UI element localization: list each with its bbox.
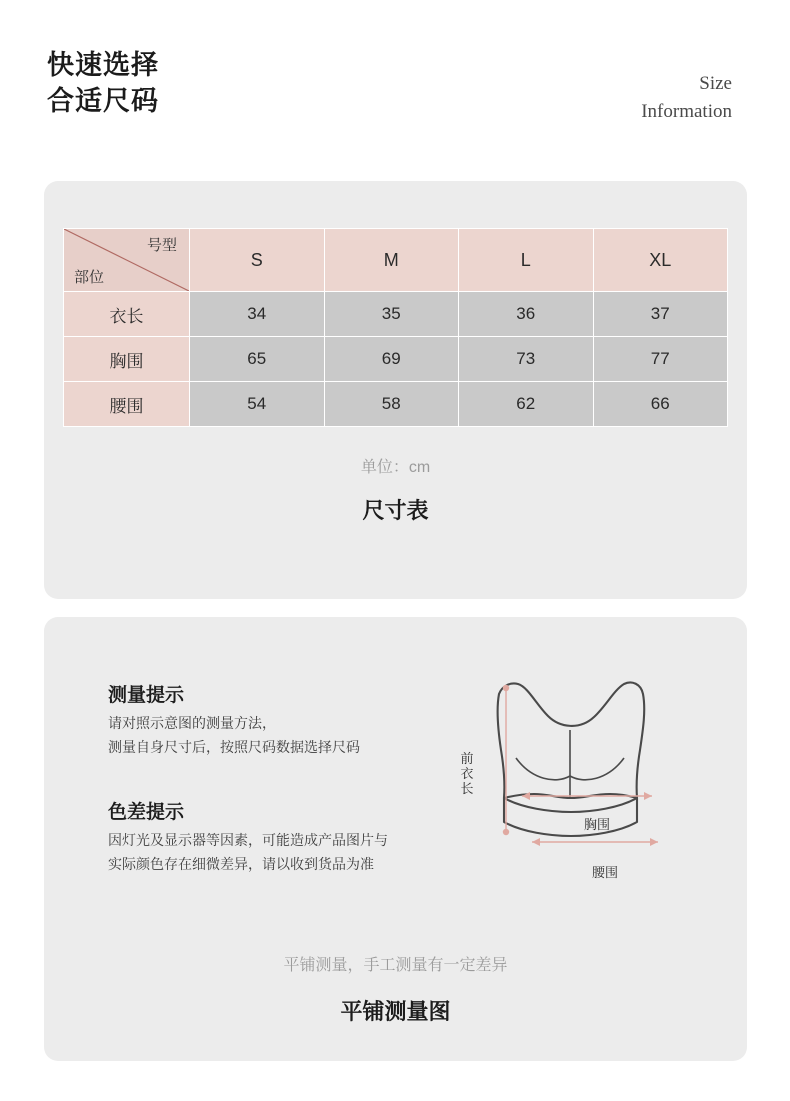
cell-bust-m: 69 xyxy=(324,337,459,382)
table-row xyxy=(64,337,728,382)
measure-tip-body xyxy=(108,712,438,760)
cell-length-s: 34 xyxy=(190,292,325,337)
page-title-line-1: 快速选择 xyxy=(47,50,159,80)
cell-length-m: 35 xyxy=(324,292,459,337)
diagram-label-waist: 腰围 xyxy=(592,865,619,880)
measurement-panel xyxy=(44,617,747,1061)
cell-length-xl: 37 xyxy=(593,292,728,337)
cell-length-l: 36 xyxy=(459,292,594,337)
measurement-caption: 平铺测量图 xyxy=(340,999,451,1024)
sports-bra-icon xyxy=(444,672,724,892)
column-header-l: L xyxy=(459,229,594,292)
column-header-m: M xyxy=(324,229,459,292)
column-header-s: S xyxy=(190,229,325,292)
measure-tip-heading: 测量提示 xyxy=(108,685,185,706)
garment-diagram xyxy=(444,672,724,892)
table-row xyxy=(64,382,728,427)
table-corner-cell xyxy=(64,229,190,292)
measure-tip-line-2: 测量自身尺寸后，按照尺码数据选择尺码 xyxy=(108,738,360,755)
unit-note: 单位：cm xyxy=(360,459,431,476)
row-label-waist: 腰围 xyxy=(64,382,190,427)
color-tip-line-2: 实际颜色存在细微差异，请以收到货品为准 xyxy=(108,855,374,872)
diagram-label-bust: 胸围 xyxy=(584,817,611,832)
row-label-length: 衣长 xyxy=(64,292,190,337)
cell-bust-s: 65 xyxy=(190,337,325,382)
page-subtitle-line-2: Information xyxy=(641,100,732,122)
corner-label-size: 号型 xyxy=(146,237,177,254)
cell-bust-xl: 77 xyxy=(593,337,728,382)
color-tip-line-1: 因灯光及显示器等因素，可能造成产品图片与 xyxy=(108,832,388,848)
size-table-caption: 尺寸表 xyxy=(362,498,429,523)
page-subtitle xyxy=(641,70,732,125)
cell-bust-l: 73 xyxy=(459,337,594,382)
color-tip-body xyxy=(108,829,448,877)
cell-waist-s: 54 xyxy=(190,382,325,427)
corner-diagonal xyxy=(64,229,189,291)
measure-tip-line-1: 请对照示意图的测量方法， xyxy=(108,715,276,731)
table-header-row xyxy=(64,229,728,292)
size-table-panel xyxy=(44,181,747,599)
page-header xyxy=(0,0,790,180)
cell-waist-xl: 66 xyxy=(593,382,728,427)
cell-waist-m: 58 xyxy=(324,382,459,427)
size-table xyxy=(63,228,728,427)
cell-waist-l: 62 xyxy=(459,382,594,427)
diagram-label-front-length: 前衣长 xyxy=(460,751,474,796)
row-label-bust: 胸围 xyxy=(64,337,190,382)
page-title xyxy=(47,48,159,119)
color-tip-heading: 色差提示 xyxy=(108,802,185,823)
corner-label-part: 部位 xyxy=(74,269,105,286)
column-header-xl: XL xyxy=(593,229,728,292)
measurement-note: 平铺测量，手工测量有一定差异 xyxy=(283,957,508,974)
page-subtitle-line-1: Size xyxy=(699,73,732,94)
page-title-line-2: 合适尺码 xyxy=(47,85,159,116)
table-row xyxy=(64,292,728,337)
